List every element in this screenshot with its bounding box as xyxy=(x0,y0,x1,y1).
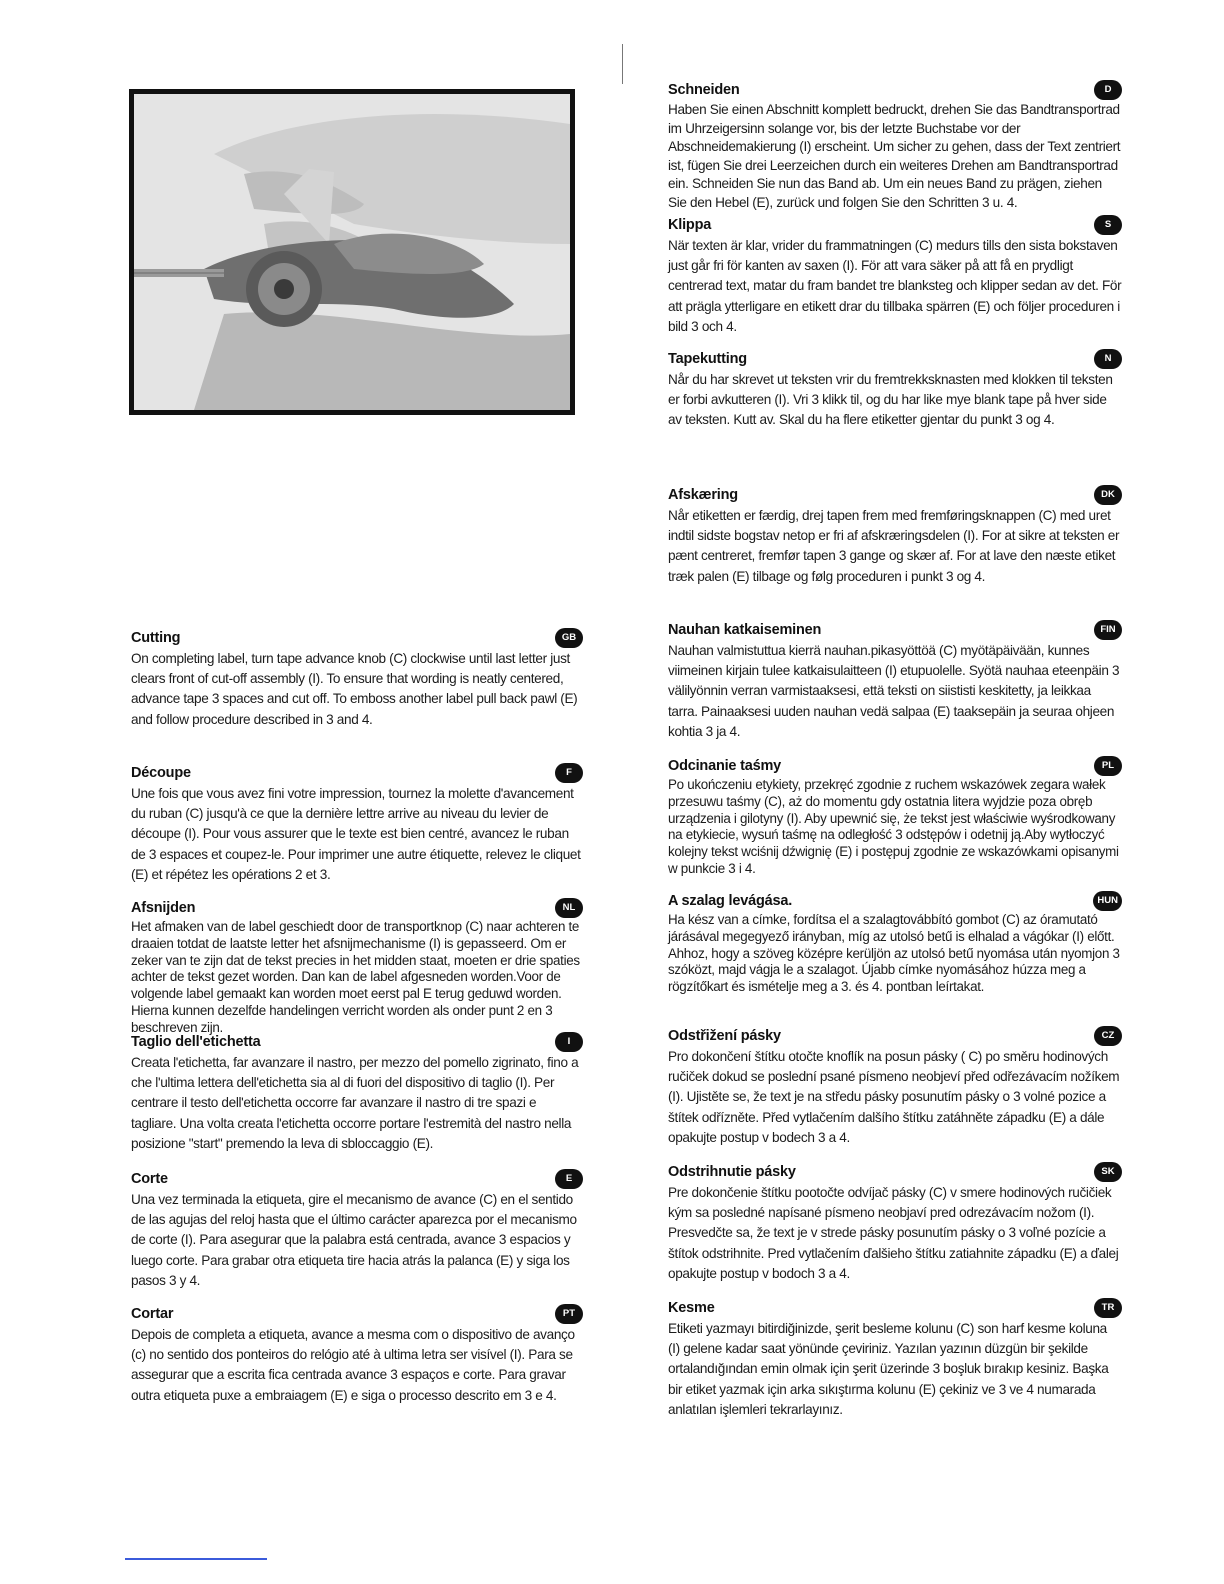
section-title: Nauhan katkaiseminen xyxy=(668,622,822,638)
language-badge-d: D xyxy=(1094,80,1122,100)
hand-operating-label-embosser-photo xyxy=(134,94,570,410)
section-body: Depois de completa a etiqueta, avance a mesma com o dispositivo de avanço (c) no sentido dos ponteiros do relógio até à ultima letra ser visível (I). Para se assegurar que a escrita fica centrada avance 3 espaços e corte. Para gravar outra etiqueta puxe a embraiagem (E) e siga o processo descrito em 3 e 4. xyxy=(131,1327,575,1403)
language-badge-i: I xyxy=(555,1032,583,1052)
section-title: Odstrihnutie pásky xyxy=(668,1164,796,1180)
section-title: Afskæring xyxy=(668,487,738,503)
section-pt xyxy=(131,1304,583,1406)
section-body: On completing label, turn tape advance knob (C) clockwise until last letter just clears front of cut-off assembly (I). To ensure that wording is neatly centered, advance tape 3 spaces and cut off. To emboss another label pull back pawl (E) and follow procedure described in 3 and 4. xyxy=(131,651,578,727)
section-hun xyxy=(668,891,1122,996)
section-title: Cortar xyxy=(131,1306,174,1322)
section-d xyxy=(668,80,1122,213)
language-badge-f: F xyxy=(555,763,583,783)
language-badge-e: E xyxy=(555,1169,583,1189)
section-body: Haben Sie einen Abschnitt komplett bedruckt, drehen Sie das Bandtransportrad im Uhrzeigersinn solange vor, bis der letzte Buchstabe vor der Abschneidemakierung (I) erscheint. Um sicher zu gehen, dass der Text zentriert ist, fügen Sie drei Leerzeichen durch ein weiteres Drehen am Bandtransportrad ein. Schneiden Sie nun das Band ab. Um ein neues Band zu prägen, ziehen Sie den Hebel (E), zurück und folgen Sie den Schritten 3 u. 4. xyxy=(668,102,1121,210)
section-body: Une fois que vous avez fini votre impression, tournez la molette d'avancement du ruban (C) jusqu'à ce que la dernière lettre arrive au niveau du levier de découpe (I). Pour vous assurer que le texte est bien centré, avancez le ruban de 3 espaces et coupez-le. Pour imprimer une autre étiquette, relevez le cliquet (E) et répétez les opérations 2 et 3. xyxy=(131,786,581,882)
section-title: Cutting xyxy=(131,630,181,646)
language-badge-s: S xyxy=(1094,215,1122,235)
section-body: Etiketi yazmayı bitirdiğinizde, şerit besleme kolunu (C) son harf kesme koluna (I) gelene kadar saat yönünde çeviriniz. Yazılan yazının düzgün bir şekilde ortalandığından emin olmak için şerit üzerinde 3 boşluk bırakıp kesiniz. Başka bir etiket yazmak için arka sıkıştırma kolunu (E) çekiniz ve 3 ve 4 numarada anlatılan işlemleri tekrarlayınız. xyxy=(668,1321,1109,1417)
section-body: Når du har skrevet ut teksten vrir du fremtrekksknasten med klokken til teksten er forbi avkutteren (I). Vri 3 klikk til, og du har like mye blank tape på hver side av teksten. Kutt av. Skal du ha flere etiketter gjentar du punkt 3 og 4. xyxy=(668,372,1113,428)
section-body: Het afmaken van de label geschiedt door de transportknop (C) naar achteren te draaien totdat de laatste letter het afsnijmechanisme (I) is gepasseerd. Om er zeker van te zijn dat de tekst precies in het midden staat, moeten er drie spaties achter de tekst gezet worden. Dan kan de label afgesneden worden.Voor de volgende label gemaakt kan worden moet eerst pal E terug geduwd worden. Hierna kunnen dezelfde handelingen verricht worden als onder punt 2 en 3 beschreven zijn. xyxy=(131,919,580,1035)
section-title: Découpe xyxy=(131,765,191,781)
section-gb xyxy=(131,628,583,730)
section-title: Kesme xyxy=(668,1300,715,1316)
section-title: Taglio dell'etichetta xyxy=(131,1034,261,1050)
section-body: Ha kész van a címke, fordítsa el a szalagtovábbító gombot (C) az óramutató járásával megegyező irányban, míg az utolsó betű is elhalad a vágókar (I) előtt. Ahhoz, hogy a szöveg középre kerüljön az utolsó betű nyomása után nyomjon 3 szóközt, majd vágja le a szalagot. Újabb címke nyomásához húzza meg a rögzítőkart és ismételje meg a 3. és 4. pontban leírtakat. xyxy=(668,912,1120,995)
language-badge-pl: PL xyxy=(1094,756,1122,776)
section-i xyxy=(131,1032,583,1154)
embosser-photo xyxy=(129,89,575,415)
section-e xyxy=(131,1169,583,1291)
language-badge-dk: DK xyxy=(1094,485,1122,505)
section-body: När texten är klar, vrider du frammatningen (C) medurs tills den sista bokstaven just går fri för kanten av saxen (I). För att vara säker på att få en prydligt centrerad text, matar du fram bandet tre blanksteg och klipper sedan av det. För att prägla ytterligare en etikett drar du tillbaka spärren (E) och följer proceduren i bild 3 och 4. xyxy=(668,238,1122,334)
section-title: A szalag levágása. xyxy=(668,893,793,909)
footer-line xyxy=(125,1558,267,1560)
section-body: Når etiketten er færdig, drej tapen frem med fremføringsknappen (C) med uret indtil sidste bogstav netop er fri af afskræringsdelen (I). For at sikre at teksten er pænt centreret, fremfør tapen 3 gange og skær af. For at lave den næste etiket træk palen (E) tilbage og følg proceduren i punkt 3 og 4. xyxy=(668,508,1120,584)
section-cz xyxy=(668,1026,1122,1148)
section-dk xyxy=(668,485,1122,587)
section-title: Odcinanie taśmy xyxy=(668,758,782,774)
section-tr xyxy=(668,1298,1122,1420)
section-body: Pro dokončení štítku otočte knoflík na posun pásky ( C) po směru hodinových ručiček dokud se poslední psané písmeno neobjeví před odřezávacím nožíkem (I). Ujistěte se, že text je na středu pásky posunutím pásky o 3 volné pozice a štítek odřízněte. Před vytlačením dalšího štítku zatáhněte západku (E) a dále opakujte postup v bodech 3 a 4. xyxy=(668,1049,1120,1145)
section-title: Afsnijden xyxy=(131,900,196,916)
language-badge-hun: HUN xyxy=(1093,891,1122,911)
section-body: Una vez terminada la etiqueta, gire el mecanismo de avance (C) en el sentido de las agujas del reloj hasta que el último carácter aparezca por el mecanismo de corte (I). Para asegurar que la palabra está centrada, avance 3 espacios y luego corte. Para grabar otra etiqueta tire hacia atrás la palanca (E) y siga los pasos 3 y 4. xyxy=(131,1192,577,1288)
language-badge-nl: NL xyxy=(555,898,583,918)
section-title: Corte xyxy=(131,1171,168,1187)
section-nl xyxy=(131,898,583,1037)
section-title: Klippa xyxy=(668,217,712,233)
section-body: Pre dokončenie štítku pootočte odvíjač pásky (C) v smere hodinových ručičiek kým sa posledné napísané písmeno neobjaví pred odrezávacím nožom (I). Presvedčte sa, že text je v strede pásky posunutím pásky o 3 voľné pozície a štítok odstrihnite. Pred vytlačením ďalšieho štítku zatiahnite západku (E) a ďalej opakujte postup v bodoch 3 a 4. xyxy=(668,1185,1119,1281)
language-badge-sk: SK xyxy=(1094,1162,1122,1182)
language-badge-fin: FIN xyxy=(1094,620,1122,640)
language-badge-gb: GB xyxy=(555,628,583,648)
language-badge-tr: TR xyxy=(1094,1298,1122,1318)
language-badge-cz: CZ xyxy=(1094,1026,1122,1046)
section-n xyxy=(668,349,1122,431)
section-body: Nauhan valmistuttua kierrä nauhan.pikasyöttöä (C) myötäpäivään, kunnes viimeinen kirjain tulee katkaisulaitteen (I) etupuolelle. Syötä nauhaa eteenpäin 3 välilyönnin verran varmistaaksesi, että teksti on siististi keskitetty, ja leikkaa tarra. Painaaksesi uuden nauhan vedä salpaa (E) taaksepäin ja seuraa ohjeen kohtia 3 ja 4. xyxy=(668,643,1120,739)
section-sk xyxy=(668,1162,1122,1284)
section-title: Schneiden xyxy=(668,82,740,98)
section-pl xyxy=(668,756,1122,878)
section-body: Creata l'etichetta, far avanzare il nastro, per mezzo del pomello zigrinato, fino a che l'ultima lettera dell'etichetta sia al di fuori del dispositivo di taglio (I). Per centrare il testo dell'etichetta occorre far avanzare il nastro di tre spazi e tagliare. Una volta creata l'etichetta occorre portare l'estremità del nastro nella posizione "start" premendo la leva di sbloccaggio (E). xyxy=(131,1055,579,1151)
section-title: Tapekutting xyxy=(668,351,747,367)
section-fin xyxy=(668,620,1122,742)
language-badge-n: N xyxy=(1094,349,1122,369)
section-s xyxy=(668,215,1122,337)
section-title: Odstřižení pásky xyxy=(668,1028,781,1044)
language-badge-pt: PT xyxy=(555,1304,583,1324)
column-divider xyxy=(622,44,623,84)
section-body: Po ukończeniu etykiety, przekręć zgodnie z ruchem wskazówek zegara wałek przesuwu taśmy (C), aż do momentu gdy ostatnia litera wyjdzie poza obręb urządzenia i gilotyny (I). Aby upewnić się, że tekst jest właściwie wyśrodkowany na etykiecie, wysuń taśmę na odległość 3 odstępów i odetnij ją.Aby wytłoczyć kolejny tekst wciśnij dźwignię (E) i postępuj zgodnie ze wskazówkami opisanymi w punkcie 3 i 4. xyxy=(668,777,1119,876)
section-f xyxy=(131,763,583,885)
